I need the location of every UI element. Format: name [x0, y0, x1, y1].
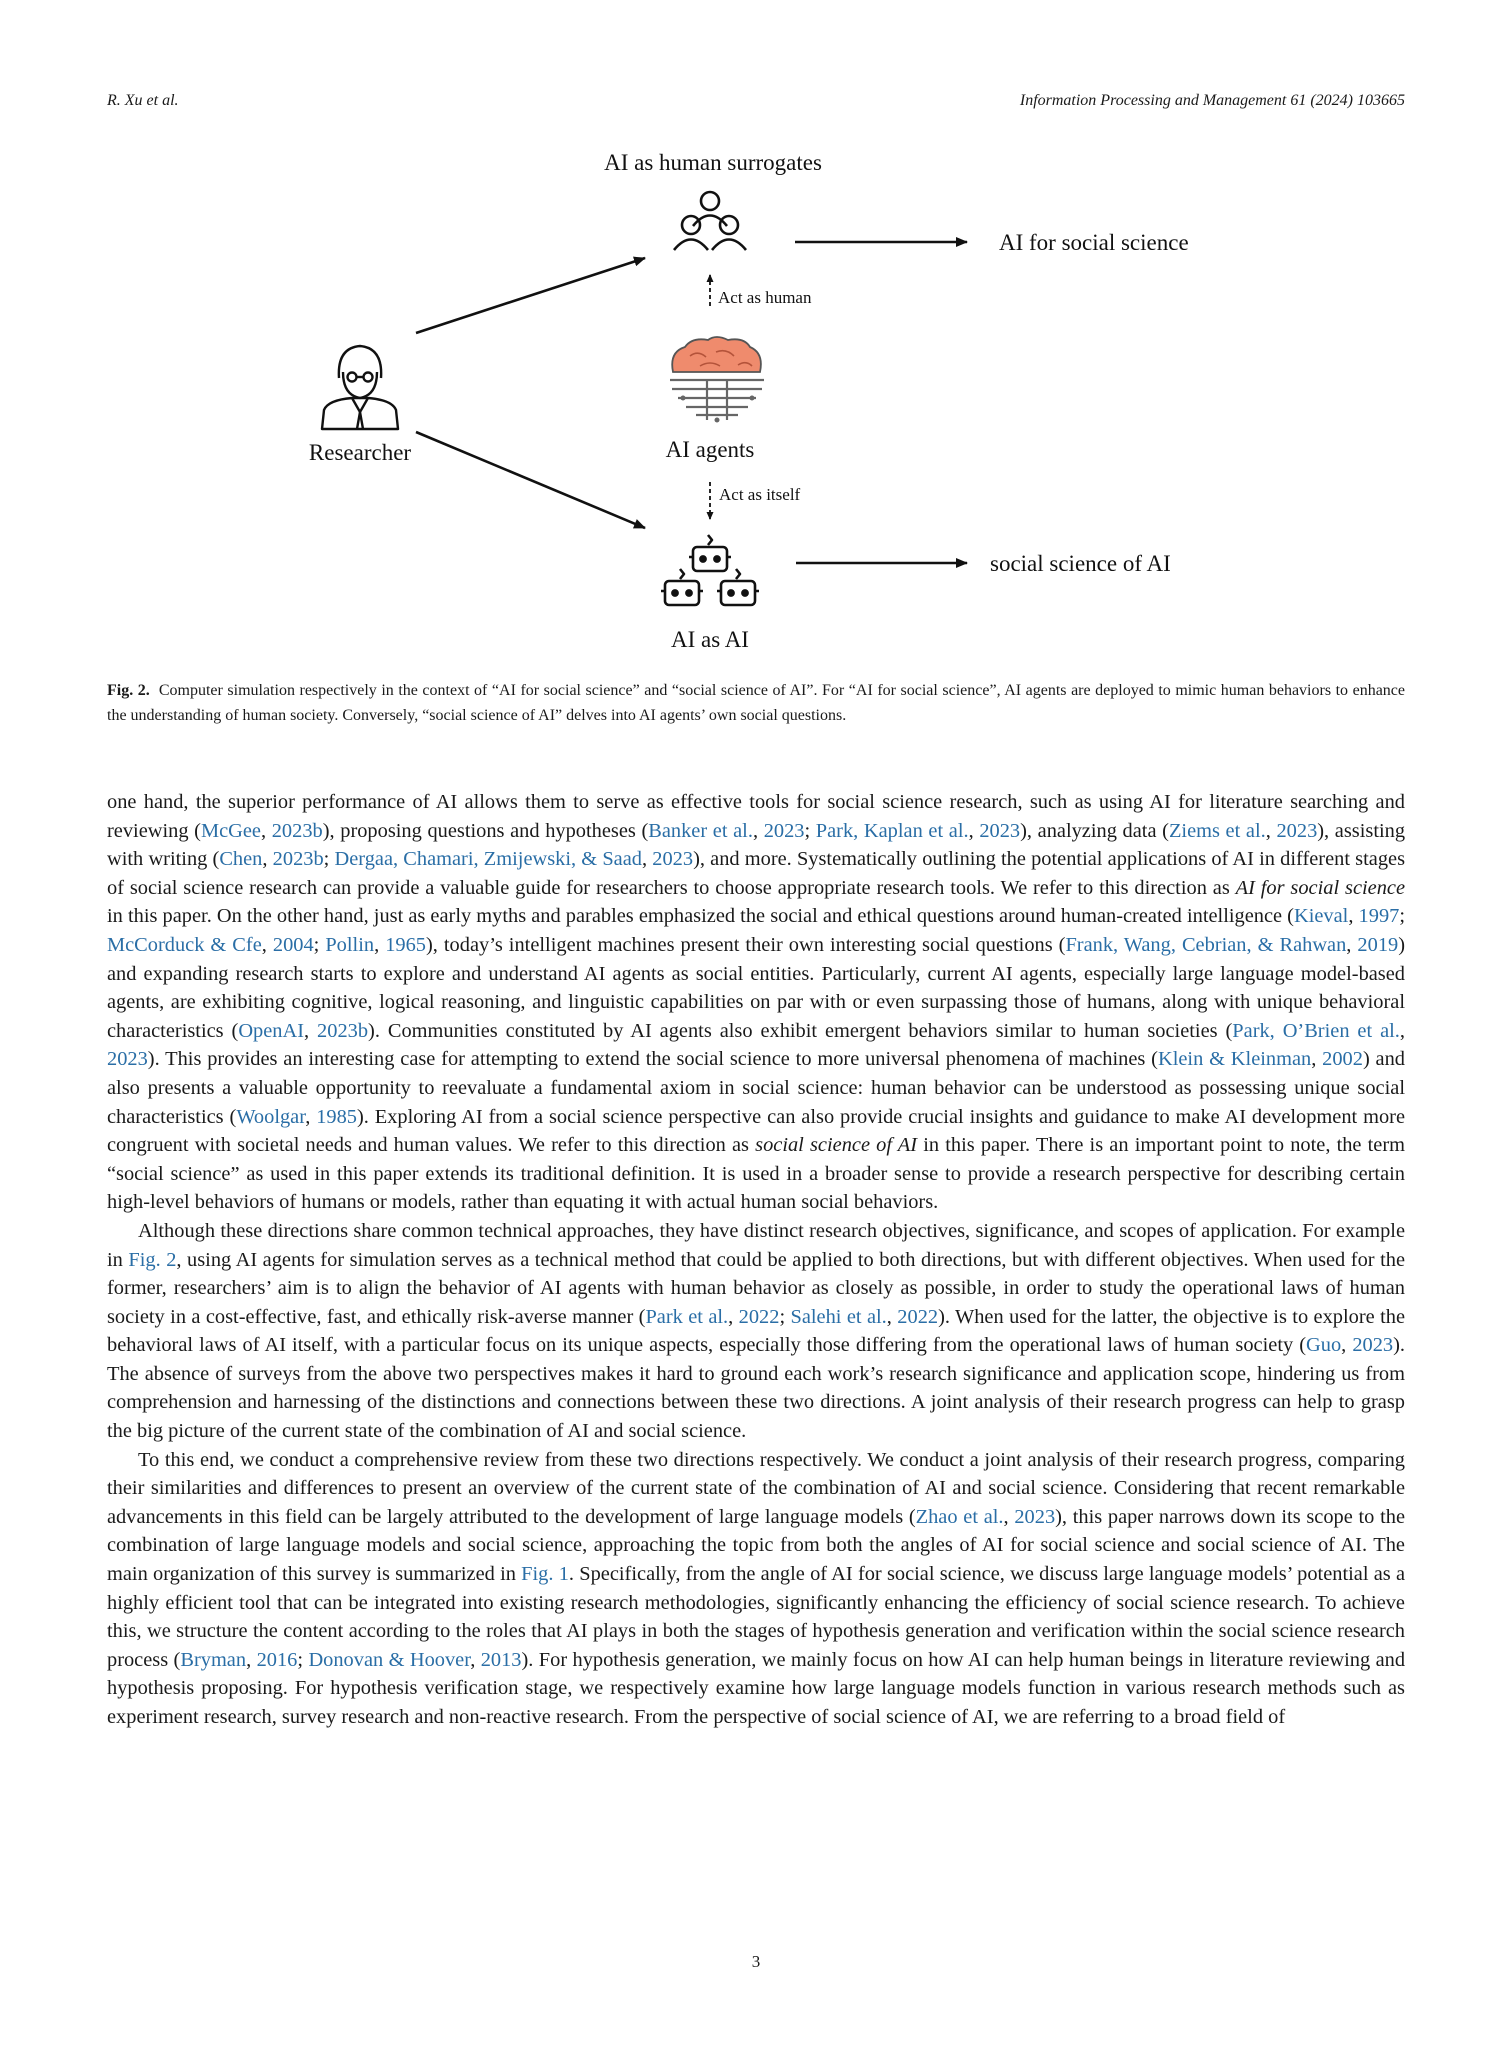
citation-link[interactable]: Bryman: [180, 1648, 247, 1671]
citation-link[interactable]: 2022: [738, 1305, 780, 1328]
text-run: ), proposing questions and hypotheses (: [322, 819, 649, 842]
arrow-researcher-to-surrogates: [416, 258, 645, 333]
citation-link[interactable]: 2023: [1352, 1334, 1394, 1357]
text-run: ). Exploring AI from a social science perspective can also provide crucial insights and guidance to make AI development more congruent with societal needs and human values. We refer to this direction as: [107, 1105, 1405, 1157]
ai-brain-chip-icon: [670, 337, 764, 423]
text-run: ,: [1311, 1048, 1323, 1071]
text-run: ,: [641, 848, 653, 871]
citation-link[interactable]: Fig. 1: [521, 1563, 569, 1586]
text-run: in this paper. There is an important point to note, the term “social science” as used in this paper extends its traditional definition. It is used in a broader sense to provide a research perspective for describing certain high-level behaviors of humans or models, rather than equating it with actual human social behaviors.: [107, 1134, 1406, 1214]
citation-link[interactable]: 2023: [652, 848, 694, 871]
text-run: ,: [246, 1648, 257, 1671]
text-run: ) and also presents a valuable opportunity to reevaluate a fundamental axiom in social science: human behavior can be understood as possessing unique social characteristics (: [107, 1048, 1406, 1128]
label-social-science-of-ai: social science of AI: [990, 551, 1171, 576]
text-run: ,: [304, 1019, 318, 1042]
body-text: [107, 788, 1405, 1732]
citation-link[interactable]: Park et al.: [645, 1305, 729, 1328]
citation-link[interactable]: Park, O’Brien et al.: [1232, 1019, 1400, 1042]
text-run: ). Communities constituted by AI agents also exhibit emergent behaviors similar to human societies (: [368, 1019, 1233, 1042]
text-run: To this end, we conduct a comprehensive review from these two directions respectively. We conduct a joint analysis of their research progress, comparing their similarities and differences to present an overview of the current state of the combination of AI and social science. Considering that recent remarkable advancements in this field can be largely attributed to the development of large language models (: [107, 1448, 1405, 1528]
citation-link[interactable]: 2019: [1357, 933, 1399, 956]
label-researcher: Researcher: [308, 440, 412, 465]
citation-link[interactable]: 2022: [897, 1305, 939, 1328]
body-paragraph: [107, 1446, 1405, 1732]
figure-diagram: [0, 0, 1512, 680]
text-run: ,: [968, 819, 980, 842]
text-run: ,: [305, 1105, 317, 1128]
citation-link[interactable]: 1997: [1358, 905, 1400, 928]
text-run: ,: [1003, 1505, 1015, 1528]
text-run: ), assisting with writing (: [107, 819, 1406, 871]
text-run: ,: [1348, 905, 1359, 928]
body-paragraph: [107, 1217, 1405, 1446]
text-run: ), and more. Systematically outlining the potential applications of AI in different stages of social science research can provide a valuable guide for researchers to choose appropriate research tools. We refer to this direction as: [107, 848, 1406, 899]
citation-link[interactable]: 2023: [1014, 1505, 1056, 1528]
page-number: 3: [751, 1952, 761, 1971]
citation-link[interactable]: Pollin: [325, 933, 375, 956]
text-run: ;: [804, 819, 816, 842]
label-ai-agents: AI agents: [665, 437, 755, 462]
citation-link[interactable]: Frank, Wang, Cebrian, & Rahwan: [1065, 933, 1347, 956]
text-run: ,: [1341, 1334, 1353, 1357]
emphasized-term: social science of AI: [755, 1134, 918, 1157]
citation-link[interactable]: Woolgar: [236, 1105, 306, 1128]
text-run: ,: [262, 848, 273, 871]
citation-link[interactable]: Chen: [219, 848, 263, 871]
robots-icon: [661, 535, 759, 605]
running-header-journal: Information Processing and Management 61 (2024) 103665: [1019, 92, 1405, 109]
citation-link[interactable]: Fig. 2: [128, 1248, 177, 1271]
text-run: ). When used for the latter, the objective is to explore the behavioral laws of AI itself, with a particular focus on its unique aspects, especially those differing from the operational laws of human society (: [107, 1305, 1405, 1357]
citation-link[interactable]: Park, Kaplan et al.: [815, 819, 969, 842]
text-run: ;: [323, 848, 335, 871]
label-ai-as-ai: AI as AI: [671, 627, 749, 652]
citation-link[interactable]: 1965: [385, 933, 426, 956]
text-run: ,: [1265, 819, 1277, 842]
citation-link[interactable]: 2016: [256, 1648, 298, 1671]
text-run: , using AI agents for simulation serves as a technical method that could be applied to both directions, but with different objectives. When used for the former, researchers’ aim is to align the behavior of AI agents with human behavior as closely as possible, in order to study the operational laws of human society in a cost-effective, fast, and ethically risk-averse manner (: [107, 1248, 1405, 1328]
citation-link[interactable]: 2004: [272, 933, 314, 956]
citation-link[interactable]: 2023: [979, 819, 1021, 842]
citation-link[interactable]: Donovan & Hoover: [308, 1648, 471, 1671]
text-run: ). This provides an interesting case for attempting to extend the social science to more universal phenomena of machines (: [147, 1048, 1158, 1071]
text-run: ,: [1399, 1019, 1405, 1042]
text-run: ,: [261, 933, 273, 956]
citation-link[interactable]: McCorduck & Cfe: [107, 933, 262, 956]
text-run: ,: [728, 1305, 739, 1328]
body-paragraph: [107, 788, 1405, 1217]
citation-link[interactable]: OpenAI: [238, 1019, 305, 1042]
label-ai-as-human-surrogates: AI as human surrogates: [604, 150, 822, 175]
citation-link[interactable]: 2023: [1276, 819, 1318, 842]
citation-link[interactable]: 2023: [107, 1048, 148, 1071]
citation-link[interactable]: Kieval: [1293, 905, 1349, 928]
citation-link[interactable]: Zhao et al.: [915, 1505, 1004, 1528]
text-run: ), analyzing data (: [1020, 819, 1169, 842]
text-run: ). The absence of surveys from the above two perspectives makes it hard to ground each work’s research significance and application scope, hindering us from comprehension and harnessing of the distinctions and connections between these two directions. A joint analysis of their research progress can help to grasp the big picture of the current state of the combination of AI and social science.: [107, 1334, 1406, 1443]
text-run: ,: [470, 1648, 481, 1671]
text-run: ;: [1399, 905, 1405, 928]
text-run: ,: [752, 819, 764, 842]
text-run: one hand, the superior performance of AI allows them to serve as effective tools for social science research, such as using AI for literature searching and reviewing (: [107, 791, 1405, 842]
text-run: ,: [374, 933, 386, 956]
text-run: ;: [779, 1305, 791, 1328]
citation-link[interactable]: 2013: [480, 1648, 522, 1671]
citation-link[interactable]: 2023b: [271, 819, 323, 842]
text-run: Although these directions share common technical approaches, they have distinct research objectives, significance, and scopes of application. For example in: [107, 1219, 1405, 1271]
citation-link[interactable]: Klein & Kleinman: [1157, 1048, 1312, 1071]
text-run: ;: [313, 933, 326, 956]
citation-link[interactable]: Banker et al.: [648, 819, 753, 842]
citation-link[interactable]: 2023: [763, 819, 805, 842]
label-ai-for-social-science: AI for social science: [999, 230, 1189, 255]
citation-link[interactable]: 1985: [316, 1105, 357, 1128]
emphasized-term: AI for social science: [1235, 876, 1405, 899]
text-run: in this paper. On the other hand, just as early myths and parables emphasized the social and ethical questions around human-created intelligence (: [107, 905, 1294, 928]
text-run: ) and expanding research starts to explore and understand AI agents as social entities. Particularly, current AI agents, especially large language model-based agents, are exhibiting cognitive, logical reasoning, and linguistic capabilities on par with or even surpassing those of humans, along with unique behavioral characteristics (: [107, 933, 1405, 1042]
citation-link[interactable]: Guo: [1306, 1334, 1342, 1357]
text-run: ). For hypothesis generation, we mainly focus on how AI can help human beings in literature reviewing and hypothesis proposing. For hypothesis verification stage, we respectively examine how large language models function in various research methods such as experiment research, survey research and non-reactive research. From the perspective of social science of AI, we are referring to a broad field of: [107, 1648, 1406, 1728]
label-act-as-human: Act as human: [718, 288, 812, 307]
citation-link[interactable]: Salehi et al.: [790, 1305, 887, 1328]
running-header-authors: R. Xu et al.: [107, 92, 179, 109]
citation-link[interactable]: 2023b: [272, 848, 324, 871]
citation-link[interactable]: Ziems et al.: [1168, 819, 1266, 842]
citation-link[interactable]: Dergaa, Chamari, Zmijewski, & Saad: [334, 848, 642, 871]
label-act-as-itself: Act as itself: [719, 485, 801, 504]
researcher-icon: [322, 346, 398, 429]
citation-link[interactable]: 2002: [1322, 1048, 1363, 1071]
figure-caption-text: Computer simulation respectively in the context of “AI for social science” and “social science of AI”. For “AI for social science”, AI agents are deployed to mimic human behaviors to enhance the understanding of human society. Conversely, “social science of AI” delves into AI agents’ own social questions.: [107, 682, 1406, 724]
text-run: ,: [260, 819, 272, 842]
arrow-researcher-to-ai-as-ai: [416, 432, 645, 528]
citation-link[interactable]: 2023b: [317, 1019, 369, 1042]
figure-caption: [107, 678, 1405, 728]
people-group-icon: [674, 192, 746, 250]
text-run: ,: [1346, 933, 1358, 956]
figure-caption-label: Fig. 2.: [107, 682, 150, 699]
text-run: ,: [886, 1305, 898, 1328]
citation-link[interactable]: McGee: [200, 819, 261, 842]
text-run: . Specifically, from the angle of AI for social science, we discuss large language models’ potential as a highly efficient tool that can be integrated into existing research methodologies, significantly enhancing the efficiency of social science research. To achieve this, we structure the content according to the roles that AI plays in both the stages of hypothesis generation and verification within the social science research process (: [107, 1563, 1406, 1671]
text-run: ), this paper narrows down its scope to the combination of large language models and social science, approaching the topic from both the angles of AI for social science and social science of AI. The main organization of this survey is summarized in: [107, 1505, 1405, 1586]
text-run: ), today’s intelligent machines present their own interesting social questions (: [425, 933, 1066, 956]
text-run: ;: [297, 1648, 309, 1671]
